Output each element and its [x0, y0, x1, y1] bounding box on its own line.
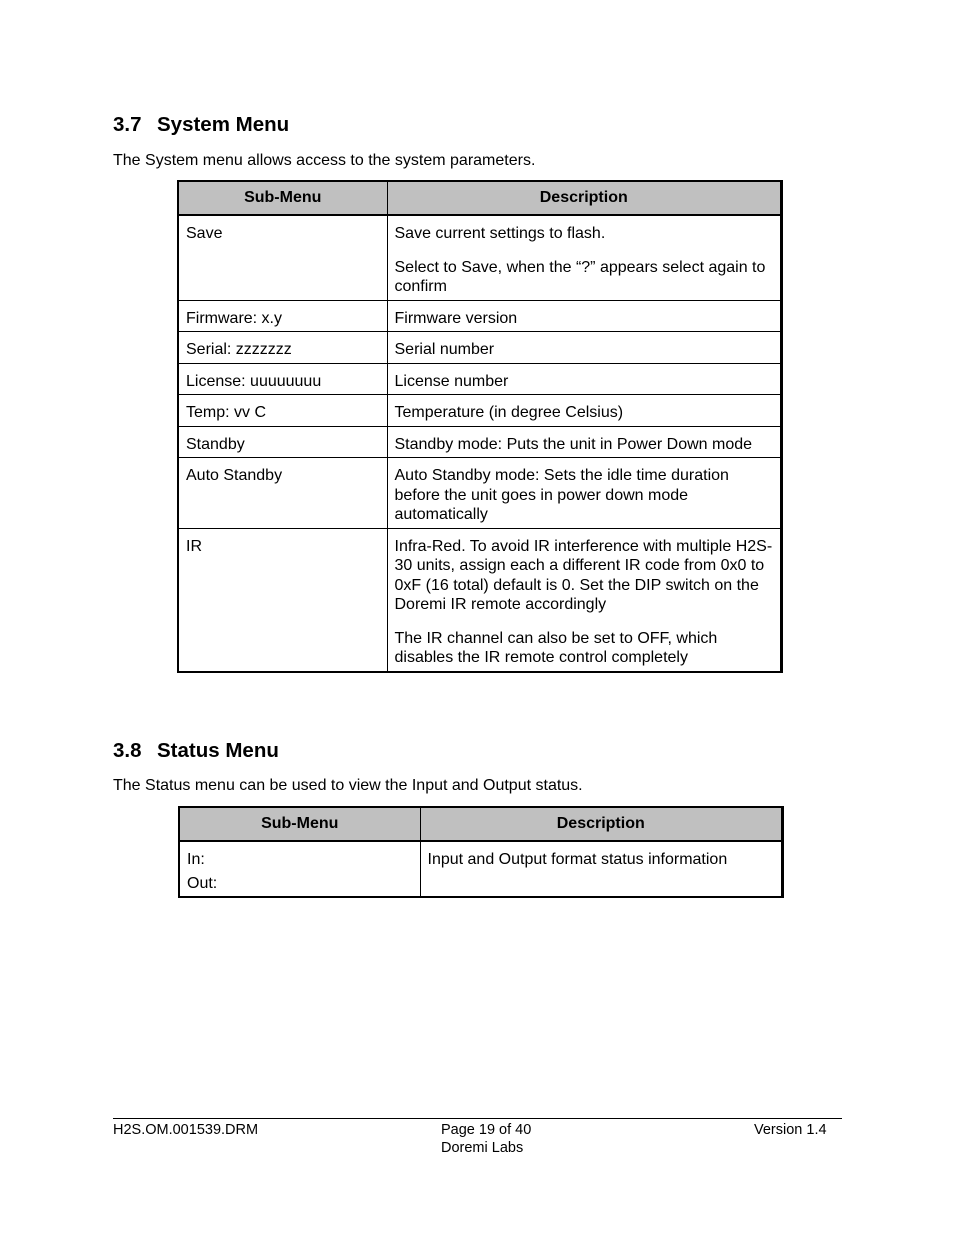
footer-page-number: Page 19 of 40 [441, 1122, 532, 1138]
cell-description [387, 363, 782, 395]
cell-submenu [178, 215, 387, 300]
cell-description [387, 458, 782, 529]
cell-paragraph: Auto Standby [186, 467, 283, 484]
footer-divider [113, 1118, 842, 1119]
cell-submenu [178, 300, 387, 332]
cell-paragraph: Standby [186, 435, 245, 453]
cell-submenu [179, 841, 420, 897]
cell-submenu [178, 426, 387, 458]
header-submenu: Sub-Menu [178, 181, 387, 215]
cell-paragraph: Save current settings to flash. [394, 225, 606, 242]
table-row [178, 332, 782, 364]
cell-paragraph: Infra-Red. To avoid IR interference with multiple H2S-30 units, assign each a different IR code from 0x0 to 0xF (16 total) default is 0. Set the DIP switch on the Doremi IR remote accordingly [394, 537, 773, 613]
table-row [178, 458, 782, 529]
table-header-row [179, 807, 783, 841]
section-intro: The Status menu can be used to view the Input and Output status. [113, 777, 583, 794]
table-row [179, 841, 783, 897]
section-intro: The System menu allows access to the system parameters. [113, 152, 536, 169]
header-description: Description [420, 807, 783, 841]
section-title: Status Menu [157, 739, 279, 762]
cell-line: Out: [187, 874, 218, 892]
cell-paragraph: License number [394, 372, 509, 390]
cell-paragraph: License: uuuuuuuu [186, 372, 322, 390]
header-description: Description [387, 181, 782, 215]
table-row [178, 395, 782, 427]
cell-submenu [178, 332, 387, 364]
section-title: System Menu [157, 113, 290, 136]
cell-submenu [178, 528, 387, 672]
cell-paragraph: Standby mode: Puts the unit in Power Down mode [394, 435, 753, 453]
cell-description [387, 426, 782, 458]
section-heading-status-menu [113, 741, 279, 762]
header-submenu: Sub-Menu [179, 807, 420, 841]
cell-description [420, 841, 783, 897]
footer-version: Version 1.4 [754, 1122, 827, 1138]
table-row [178, 528, 782, 672]
section-number: 3.8 [113, 739, 142, 762]
table-row [178, 300, 782, 332]
cell-paragraph: Save [186, 225, 223, 242]
cell-paragraph: IR [186, 537, 202, 555]
cell-description [387, 332, 782, 364]
footer-company: Doremi Labs [441, 1140, 524, 1156]
table-header-row [178, 181, 782, 215]
system-menu-table [177, 180, 783, 673]
cell-paragraph: Select to Save, when the “?” appears select again to confirm [394, 258, 766, 295]
cell-line: In: [187, 851, 205, 868]
cell-submenu [178, 363, 387, 395]
cell-paragraph: The IR channel can also be set to OFF, which disables the IR remote control completely [394, 629, 718, 666]
section-number: 3.7 [113, 113, 142, 136]
cell-description [387, 528, 782, 672]
cell-description [387, 300, 782, 332]
cell-description [387, 215, 782, 300]
cell-paragraph: Input and Output format status information [427, 851, 728, 868]
section-heading-system-menu [113, 115, 289, 136]
cell-paragraph: Serial number [394, 341, 495, 358]
table-row [178, 363, 782, 395]
footer-doc-id: H2S.OM.001539.DRM [113, 1122, 259, 1138]
cell-description [387, 395, 782, 427]
cell-paragraph: Serial: zzzzzzz [186, 341, 292, 358]
cell-paragraph: Firmware: x.y [186, 309, 282, 327]
cell-paragraph: Temp: vv C [186, 404, 267, 421]
cell-paragraph: Auto Standby mode: Sets the idle time duration before the unit goes in power down mode automatically [394, 467, 729, 523]
table-row [178, 215, 782, 300]
cell-submenu [178, 458, 387, 529]
cell-submenu [178, 395, 387, 427]
cell-paragraph: Temperature (in degree Celsius) [394, 404, 624, 421]
table-row [178, 426, 782, 458]
status-menu-table [178, 806, 784, 898]
footer-page-block [441, 1121, 531, 1157]
cell-paragraph: Firmware version [394, 309, 518, 327]
